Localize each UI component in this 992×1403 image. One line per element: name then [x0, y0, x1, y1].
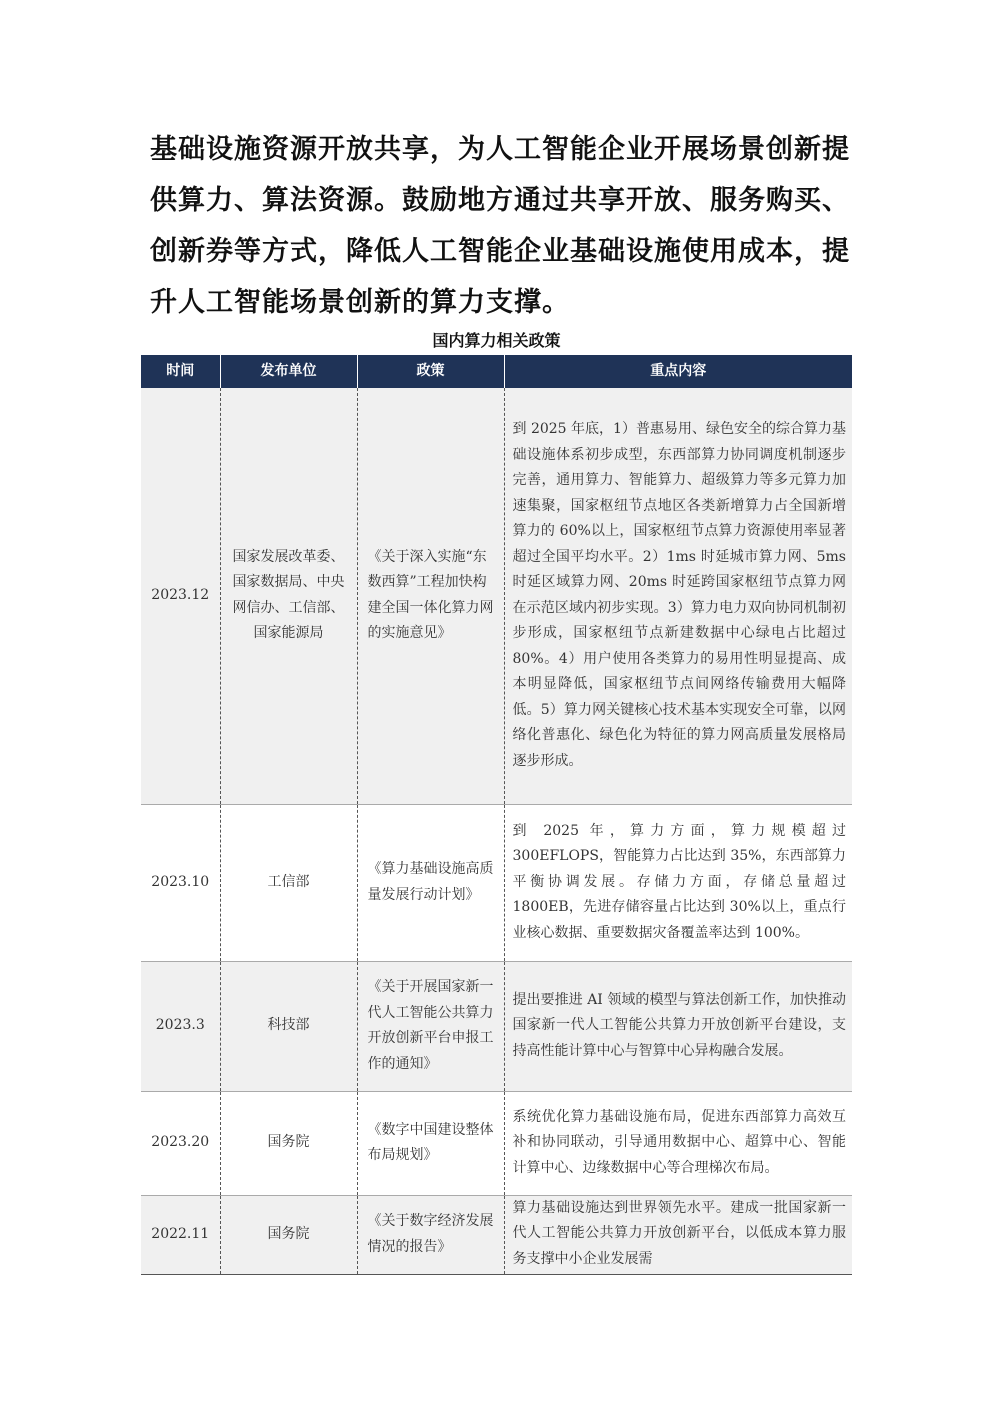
policy-table	[141, 355, 852, 1275]
cell-content: 系统优化算力基础设施布局，促进东西部算力高效互补和协同联动，引导通用数据中心、超算中心、智能计算中心、边缘数据中心等合理梯次布局。	[504, 1091, 852, 1195]
cell-issuer: 工信部	[220, 804, 357, 961]
table-row	[141, 804, 852, 961]
cell-policy: 《算力基础设施高质量发展行动计划》	[357, 804, 504, 961]
cell-policy: 《关于深入实施“东数西算”工程加快构建全国一体化算力网的实施意见》	[357, 388, 504, 804]
table-header-row	[141, 355, 852, 388]
cell-content	[504, 1195, 852, 1274]
cell-policy: 《数字中国建设整体布局规划》	[357, 1091, 504, 1195]
cell-policy: 《关于数字经济发展情况的报告》	[357, 1195, 504, 1274]
cell-issuer: 科技部	[220, 961, 357, 1091]
cell-issuer: 国家发展改革委、国家数据局、中央网信办、工信部、国家能源局	[220, 388, 357, 804]
table-row	[141, 1091, 852, 1195]
cell-time: 2023.12	[141, 388, 220, 804]
table-row	[141, 961, 852, 1091]
cell-issuer: 国务院	[220, 1195, 357, 1274]
cell-content: 到 2025 年底，1）普惠易用、绿色安全的综合算力基础设施体系初步成型，东西部算力协同调度机制逐步完善，通用算力、智能算力、超级算力等多元算力加速集聚，国家枢纽节点地区各类新增算力占全国新增算力的 60%以上，国家枢纽节点算力资源使用率显著超过全国平均水平。2）1ms 时延城市算力网、5ms 时延区域算力网、20ms 时延跨国家枢纽节点算力网在示范区域内初步实现。3）算力电力双向协同机制初步形成，国家枢纽节点新建数据中心绿电占比超过 80%。4）用户使用各类算力的易用性明显提高、成本明显降低，国家枢纽节点间网络传输费用大幅降低。5）算力网关键核心技术基本实现安全可靠，以网络化普惠化、绿色化为特征的算力网高质量发展格局逐步形成。	[504, 388, 852, 804]
table-row	[141, 388, 852, 804]
cell-time: 2023.3	[141, 961, 220, 1091]
cell-content: 到 2025 年，算力方面，算力规模超过 300EFLOPS，智能算力占比达到 35%，东西部算力平衡协调发展。存储力方面，存储总量超过 1800EB，先进存储容量占比达到 30%以上，重点行业核心数据、重要数据灾备覆盖率达到 100%。	[504, 804, 852, 961]
cell-content: 提出要推进 AI 领域的模型与算法创新工作，加快推动国家新一代人工智能公共算力开放创新平台建设，支持高性能计算中心与智算中心异构融合发展。	[504, 961, 852, 1091]
header-policy: 政策	[357, 355, 504, 388]
header-issuer: 发布单位	[220, 355, 357, 388]
intro-paragraph: 基础设施资源开放共享，为人工智能企业开展场景创新提供算力、算法资源。鼓励地方通过共享开放、服务购买、创新券等方式，降低人工智能企业基础设施使用成本，提升人工智能场景创新的算力支撑。	[150, 134, 850, 318]
table-title: 国内算力相关政策	[432, 331, 561, 350]
cell-content-text: 算力基础设施达到世界领先水平。建成一批国家新一代人工智能公共算力开放创新平台，以低成本算力服务支撑中小企业发展需	[512, 1199, 846, 1267]
cell-policy: 《关于开展国家新一代人工智能公共算力开放创新平台申报工作的通知》	[357, 961, 504, 1091]
cell-time: 2023.20	[141, 1091, 220, 1195]
header-time: 时间	[141, 355, 220, 388]
cell-time: 2023.10	[141, 804, 220, 961]
table-row	[141, 1195, 852, 1274]
cell-issuer: 国务院	[220, 1091, 357, 1195]
cell-time: 2022.11	[141, 1195, 220, 1274]
header-content: 重点内容	[504, 355, 852, 388]
